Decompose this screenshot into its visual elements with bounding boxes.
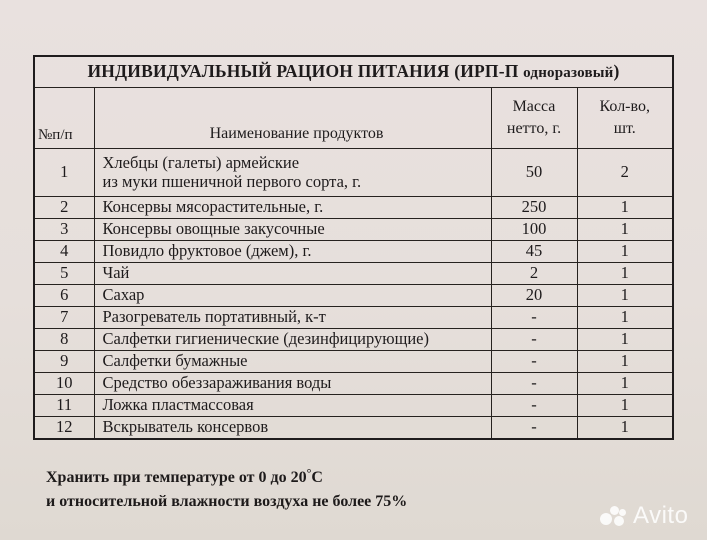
row-mass: - xyxy=(491,417,577,440)
row-name-line2: из муки пшеничной первого сорта, г. xyxy=(102,171,362,191)
storage-note-text: Хранить при температуре от 0 до 20 xyxy=(46,469,307,486)
row-qty: 1 xyxy=(577,285,673,307)
row-name: Разогреватель портативный, к-т xyxy=(94,307,491,329)
celsius-unit: С xyxy=(311,469,323,486)
title-main: ИНДИВИДУАЛЬНЫЙ РАЦИОН ПИТАНИЯ (ИРП-П xyxy=(87,61,524,82)
row-mass: - xyxy=(491,373,577,395)
row-num: 6 xyxy=(34,285,94,307)
storage-note xyxy=(46,461,407,514)
row-name-line1: Хлебцы (галеты) армейские xyxy=(102,153,300,173)
header-mass-line2: нетто, г. xyxy=(506,120,562,137)
row-qty: 1 xyxy=(577,395,673,417)
row-name: Консервы мясорастительные, г. xyxy=(94,197,491,219)
row-name: Ложка пластмассовая xyxy=(94,395,491,417)
row-mass: - xyxy=(491,351,577,373)
row-name: Чай xyxy=(94,263,491,285)
header-mass-line1: Масса xyxy=(512,98,556,116)
row-qty: 1 xyxy=(577,329,673,351)
row-num: 3 xyxy=(34,219,94,241)
row-mass: 20 xyxy=(491,285,577,307)
storage-note-line2: и относительной влажности воздуха не более 75% xyxy=(46,493,408,510)
row-mass: 50 xyxy=(491,149,577,197)
table-row xyxy=(34,219,673,241)
row-name: Средство обеззараживания воды xyxy=(94,373,491,395)
table-row xyxy=(34,149,673,197)
avito-logo-icon xyxy=(600,504,630,528)
row-num: 7 xyxy=(34,307,94,329)
row-num: 12 xyxy=(34,417,94,440)
row-qty: 2 xyxy=(577,149,673,197)
table-row xyxy=(34,417,673,440)
row-name: Салфетки бумажные xyxy=(94,351,491,373)
storage-note-line1 xyxy=(46,461,407,490)
header-qty xyxy=(577,88,673,149)
column-header-row xyxy=(34,88,673,149)
row-num: 9 xyxy=(34,351,94,373)
table-row xyxy=(34,395,673,417)
table-row xyxy=(34,307,673,329)
row-qty: 1 xyxy=(577,351,673,373)
title-small: одноразовый xyxy=(523,65,614,82)
header-name: Наименование продуктов xyxy=(94,88,491,149)
table-row xyxy=(34,351,673,373)
row-mass: - xyxy=(491,307,577,329)
row-mass: 2 xyxy=(491,263,577,285)
table-row xyxy=(34,329,673,351)
row-qty: 1 xyxy=(577,373,673,395)
header-qty-line1: Кол-во, xyxy=(599,98,650,116)
table-title xyxy=(34,56,673,88)
ration-table xyxy=(33,55,674,440)
row-qty: 1 xyxy=(577,241,673,263)
header-mass xyxy=(491,88,577,149)
row-num: 11 xyxy=(34,395,94,417)
table-row xyxy=(34,197,673,219)
row-name xyxy=(94,149,491,197)
avito-text: Avito xyxy=(633,502,689,529)
table-row xyxy=(34,285,673,307)
row-name: Повидло фруктовое (джем), г. xyxy=(94,241,491,263)
row-mass: 100 xyxy=(491,219,577,241)
header-num: №п/п xyxy=(34,88,94,149)
row-name: Консервы овощные закусочные xyxy=(94,219,491,241)
degree-symbol: ° xyxy=(306,466,312,480)
row-num: 1 xyxy=(34,149,94,197)
avito-watermark xyxy=(600,502,688,530)
row-num: 5 xyxy=(34,263,94,285)
row-mass: 250 xyxy=(491,197,577,219)
row-qty: 1 xyxy=(577,219,673,241)
header-qty-line2: шт. xyxy=(613,120,636,137)
row-qty: 1 xyxy=(577,263,673,285)
title-close: ) xyxy=(613,61,620,82)
row-num: 8 xyxy=(34,329,94,351)
row-num: 10 xyxy=(34,373,94,395)
row-qty: 1 xyxy=(577,197,673,219)
row-num: 4 xyxy=(34,241,94,263)
row-mass: - xyxy=(491,329,577,351)
table-title-row xyxy=(34,56,673,88)
table-row xyxy=(34,373,673,395)
row-name: Сахар xyxy=(94,285,491,307)
row-name: Салфетки гигиенические (дезинфицирующие) xyxy=(94,329,491,351)
row-num: 2 xyxy=(34,197,94,219)
row-name: Вскрыватель консервов xyxy=(94,417,491,440)
row-qty: 1 xyxy=(577,307,673,329)
table-row xyxy=(34,263,673,285)
row-qty: 1 xyxy=(577,417,673,440)
row-mass: 45 xyxy=(491,241,577,263)
table-row xyxy=(34,241,673,263)
row-mass: - xyxy=(491,395,577,417)
